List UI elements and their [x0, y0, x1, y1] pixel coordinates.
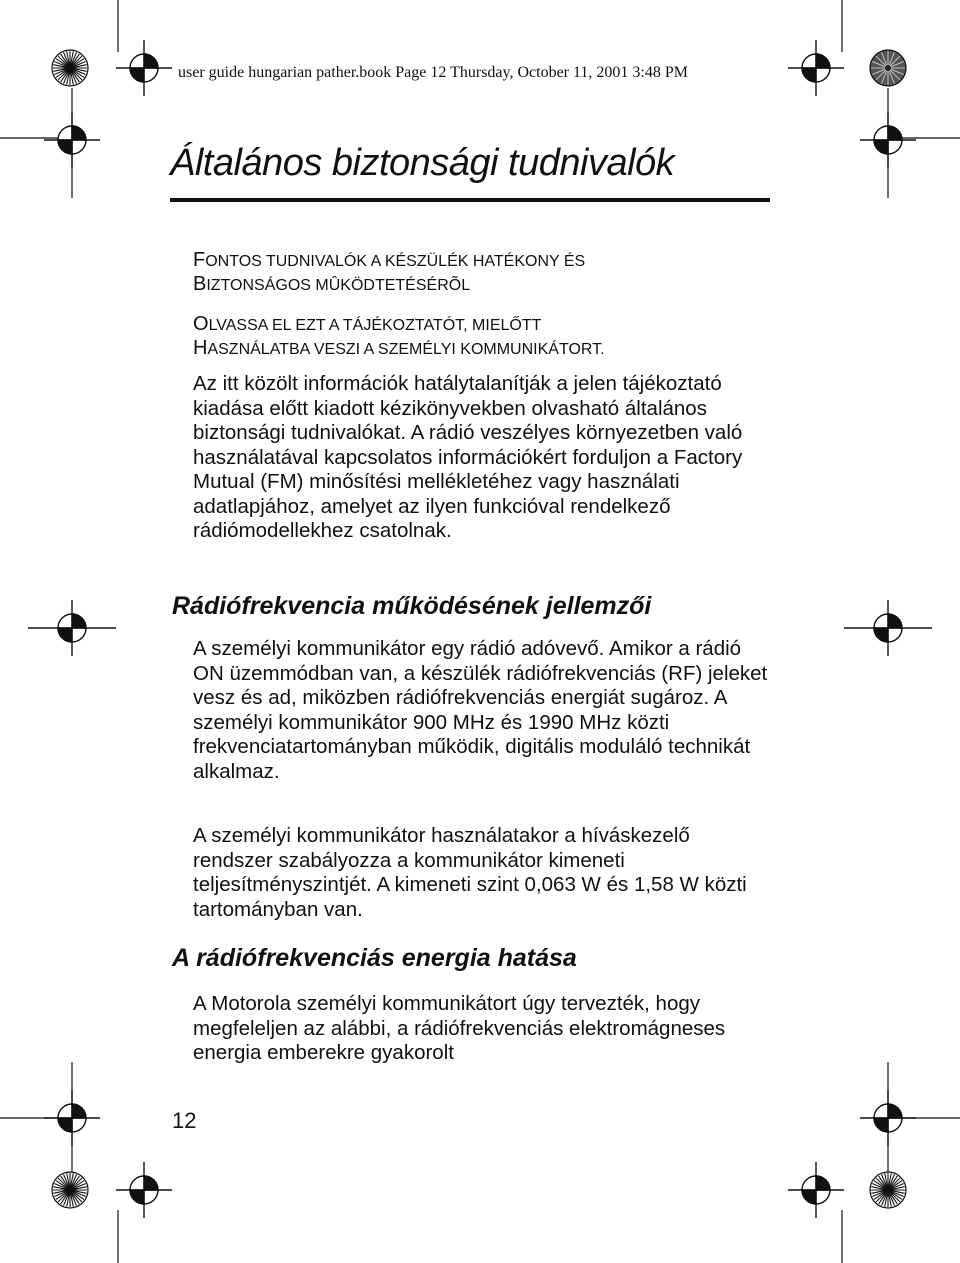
page-number: 12: [172, 1108, 197, 1133]
title-underline-divider: [170, 198, 770, 202]
rf-paragraph-2: A személyi kommunikátor használatakor a híváskezelő rendszer szabályozza a kommunikátor kimeneti teljesítményszintjét. A kimeneti szint 0,063 W és 1,58 W közti tartományban van.: [193, 824, 747, 921]
section-heading-rf-energy-effects: A rádiófrekvenciás energia hatása: [172, 944, 577, 972]
rf-paragraph-1: A személyi kommunikátor egy rádió adóvevő. Amikor a rádió ON üzemmódban van, a készülék rádiófrekvenciás (RF) jeleket vesz és ad, miközben rádiófrekvenciás energiát sugároz. A személyi kommunikátor 900 MHz és 1990 MHz közti frekvenciatartományban működik, digitális moduláló technikát alkalmaz.: [193, 637, 768, 783]
read-notice-line-2: HASZNÁLATBA VESZI A SZEMÉLYI KOMMUNIKÁTORT.: [193, 337, 605, 359]
intro-paragraph: Az itt közölt információk hatálytalanítják a jelen tájékoztató kiadása előtt kiadott kézikönyvekben olvasható általános biztonsági tudnivalókat. A rádió veszélyes környezetben való használatával kapcsolatos információkért forduljon a Factory Mutual (FM) minősítési mellékletéhez vagy használati adatlapjához, amelyet az ilyen funkcióval rendelkező rádiómodellekhez csatolnak.: [193, 372, 743, 542]
rf-energy-paragraph: A Motorola személyi kommunikátort úgy tervezték, hogy megfeleljen az alábbi, a rádiófrekvenciás elektromágneses energia emberekre gyakorolt: [193, 992, 726, 1064]
page-title: Általános biztonsági tudnivalók: [170, 142, 675, 184]
important-notice-line-2: BIZTONSÁGOS MÛKÖDTETÉSÉRÕL: [193, 273, 471, 295]
read-notice-line-1: OLVASSA EL EZT A TÁJÉKOZTATÓT, MIELŐTT: [193, 313, 542, 335]
important-notice-line-1: FONTOS TUDNIVALÓK A KÉSZÜLÉK HATÉKONY ÉS: [193, 249, 586, 271]
section-heading-rf-characteristics: Rádiófrekvencia működésének jellemzői: [172, 592, 652, 620]
print-slug-line: user guide hungarian pather.book Page 12 Thursday, October 11, 2001 3:48 PM: [178, 64, 688, 81]
